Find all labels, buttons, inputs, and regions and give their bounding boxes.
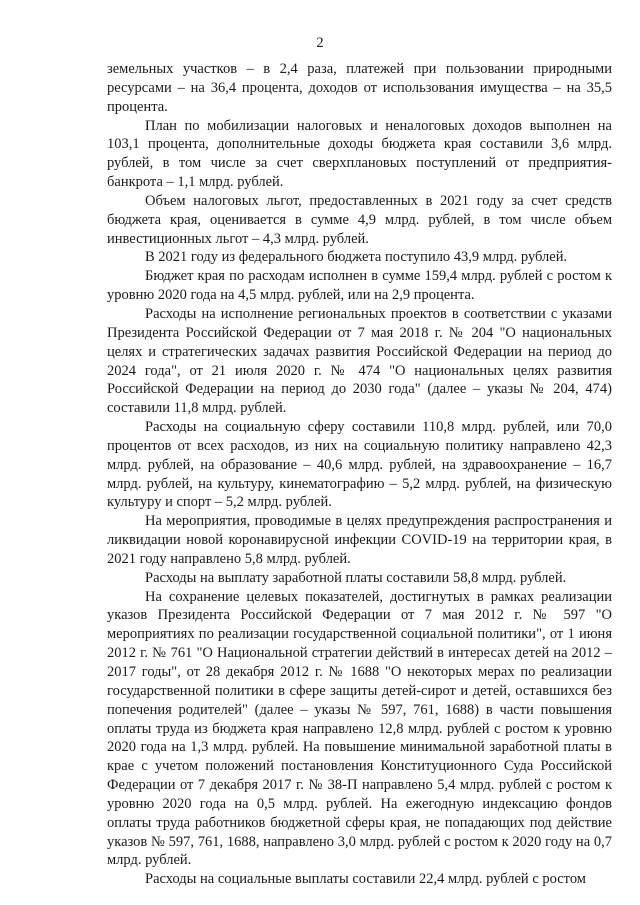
paragraph-wages: Расходы на выплату заработной платы составили 58,8 млрд. рублей. <box>145 569 567 586</box>
page-number: 2 <box>316 35 324 51</box>
paragraph-regional-projects: Расходы на исполнение региональных проектов в соответствии с указами Президента Российской Федерации от 7 мая 2018 г. № 204 "О национальных целях и стратегических задачах развития Российской Федерации на период до 2024 года", от 21 июля 2020 г. № 474 "О национальных целях развития Российской Федерации на период до 2030 года" (далее – указы № 204, 474) составили 11,8 млрд. рублей. <box>107 305 612 417</box>
paragraph-presidential-decrees: На сохранение целевых показателей, достигнутых в рамках реализации указов Президента Российской Федерации от 7 мая 2012 г. № 597 "О мероприятиях по реализации государственной социальной политики", от 1 июня 2012 г. № 761 "О Национальной стратегии действий в интересах детей на 2012 – 2017 годы", от 28 декабря 2012 г. № 1688 "О некоторых мерах по реализации государственной политики в сфере защиты детей-сирот и детей, оставшихся без попечения родителей" (далее – указы № 597, 761, 1688) в части повышения оплаты труда из бюджета края направлено 12,8 млрд. рублей с ростом к уровню 2020 года на 1,3 млрд. рублей. На повышение минимальной заработной платы в крае с учетом положений постановления Конституционного Суда Российской Федерации от 7 декабря 2017 г. № 38-П направлено 5,4 млрд. рублей с ростом к уровню 2020 года на 0,5 млрд. рублей. На ежегодную индексацию фондов оплаты труда работников бюджетной сферы края, не попадающих под действие указов № 597, 761, 1688, направлено 3,0 млрд. рублей с ростом к 2020 году на 0,7 млрд. рублей. <box>107 588 612 869</box>
paragraph-social-payments: Расходы на социальные выплаты составили 22,4 млрд. рублей с ростом <box>145 871 586 888</box>
paragraph-federal-transfers: В 2021 году из федерального бюджета поступило 43,9 млрд. рублей. <box>145 249 568 266</box>
paragraph-social-sphere: Расходы на социальную сферу составили 110,8 млрд. рублей, или 70,0 процентов от всех расходов, из них на социальную политику направлено 42,3 млрд. рублей, на образование – 40,6 млрд. рублей, на здравоохранение – 16,7 млрд. рублей, на культуру, кинематографию – 5,2 млрд. рублей, на физическую культуру и спорт – 5,2 млрд. рублей. <box>107 419 612 511</box>
document-body <box>107 60 612 889</box>
paragraph-tax-benefits: Объем налоговых льгот, предоставленных в 2021 году за счет средств бюджета края, оценивается в сумме 4,9 млрд. рублей, в том числе объем инвестиционных льгот – 4,3 млрд. рублей. <box>107 192 612 247</box>
paragraph-revenue-plan: План по мобилизации налоговых и неналоговых доходов выполнен на 103,1 процента, дополнительные доходы бюджета края составили 3,6 млрд. рублей, в том числе за счет сверхплановых поступлений от предприятия-банкрота – 1,1 млрд. рублей. <box>107 117 612 191</box>
paragraph-covid-measures: На мероприятия, проводимые в целях предупреждения распространения и ликвидации новой коронавирусной инфекции COVID-19 на территории края, в 2021 году направлено 5,8 млрд. рублей. <box>107 513 612 567</box>
paragraph-expenditure-total: Бюджет края по расходам исполнен в сумме 159,4 млрд. рублей с ростом к уровню 2020 года на 4,5 млрд. рублей, или на 2,9 процента. <box>107 268 612 304</box>
paragraph-land-payments: земельных участков – в 2,4 раза, платежей при пользовании природными ресурсами – на 36,4 процента, доходов от использования имущества – на 35,5 процента. <box>107 61 612 115</box>
